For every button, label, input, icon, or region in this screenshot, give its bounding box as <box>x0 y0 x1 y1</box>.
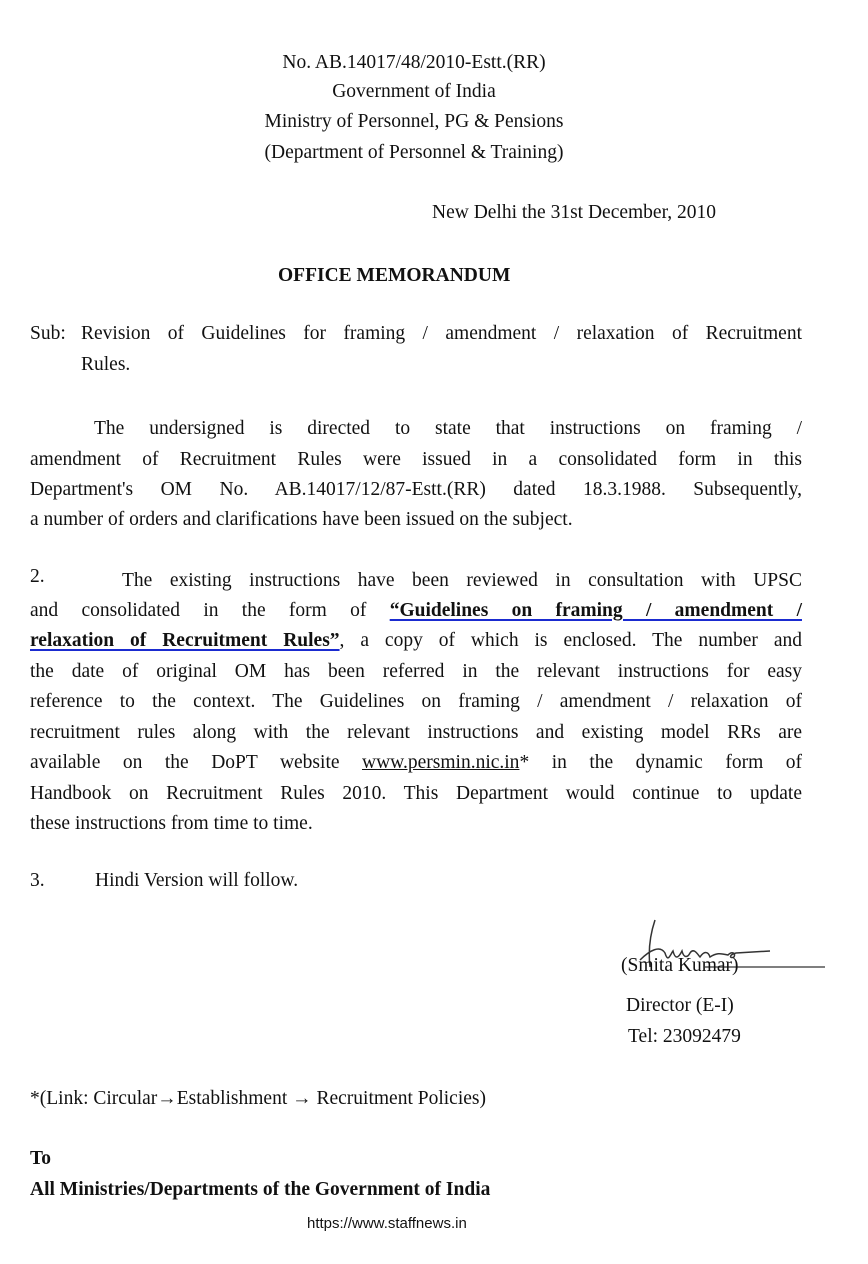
department-name: (Department of Personnel & Training) <box>264 142 564 163</box>
text-segment: available on the DoPT website <box>30 752 363 773</box>
text-line: Handbook on Recruitment Rules 2010. This Department would continue to update <box>30 783 802 804</box>
signatory-designation: Director (E-I) <box>626 995 734 1016</box>
text-line <box>30 748 802 778</box>
ministry-name: Ministry of Personnel, PG & Pensions <box>264 111 564 132</box>
text-line: recruitment rules along with the relevant instructions and existing model RRs are <box>30 722 802 743</box>
paragraph-number: 2. <box>30 566 45 587</box>
date-line: New Delhi the 31st December, 2010 <box>432 202 717 223</box>
text-line: The existing instructions have been reviewed in consultation with UPSC <box>122 570 802 591</box>
guidelines-title-link[interactable]: relaxation of Recruitment Rules” <box>30 630 340 651</box>
subject-line: Rules. <box>81 354 131 375</box>
signatory-name: (Smita Kumar) <box>621 955 739 976</box>
text-line <box>30 596 802 626</box>
text-line: amendment of Recruitment Rules were issued in a consolidated form in this <box>30 449 802 470</box>
link-note: *(Link: Circular→Establishment → Recruitment Policies) <box>30 1088 486 1109</box>
footer-url[interactable]: https://www.staffnews.in <box>307 1215 467 1232</box>
signatory-telephone: Tel: 23092479 <box>628 1026 741 1047</box>
to-label: To <box>30 1148 51 1169</box>
paragraph-number: 3. <box>30 870 45 891</box>
text-line: Department's OM No. AB.14017/12/87-Estt.(RR) dated 18.3.1988. Subsequently, <box>30 479 802 500</box>
paragraph-3-text: Hindi Version will follow. <box>95 870 299 891</box>
text-line: The undersigned is directed to state that instructions on framing / <box>94 418 802 439</box>
document-title: OFFICE MEMORANDUM <box>278 265 511 286</box>
recipients: All Ministries/Departments of the Government of India <box>30 1179 491 1200</box>
file-number: No. AB.14017/48/2010-Estt.(RR) <box>282 52 546 73</box>
text-segment: * in the dynamic form of <box>519 752 802 773</box>
subject-label: Sub: <box>30 323 66 344</box>
text-line: reference to the context. The Guidelines on framing / amendment / relaxation of <box>30 691 802 712</box>
text-line: the date of original OM has been referred in the relevant instructions for easy <box>30 661 802 682</box>
text-line: a number of orders and clarifications have been issued on the subject. <box>30 509 573 530</box>
text-line: these instructions from time to time. <box>30 813 313 834</box>
government-name: Government of India <box>332 81 496 102</box>
subject-line: Revision of Guidelines for framing / amendment / relaxation of Recruitment <box>81 323 802 344</box>
text-line <box>30 626 802 656</box>
text-segment: and consolidated in the form of <box>30 600 390 621</box>
website-link[interactable]: www.persmin.nic.in <box>362 752 520 773</box>
guidelines-title-link[interactable]: “Guidelines on framing / amendment / <box>389 600 802 621</box>
text-segment: , a copy of which is enclosed. The number and <box>339 630 803 651</box>
